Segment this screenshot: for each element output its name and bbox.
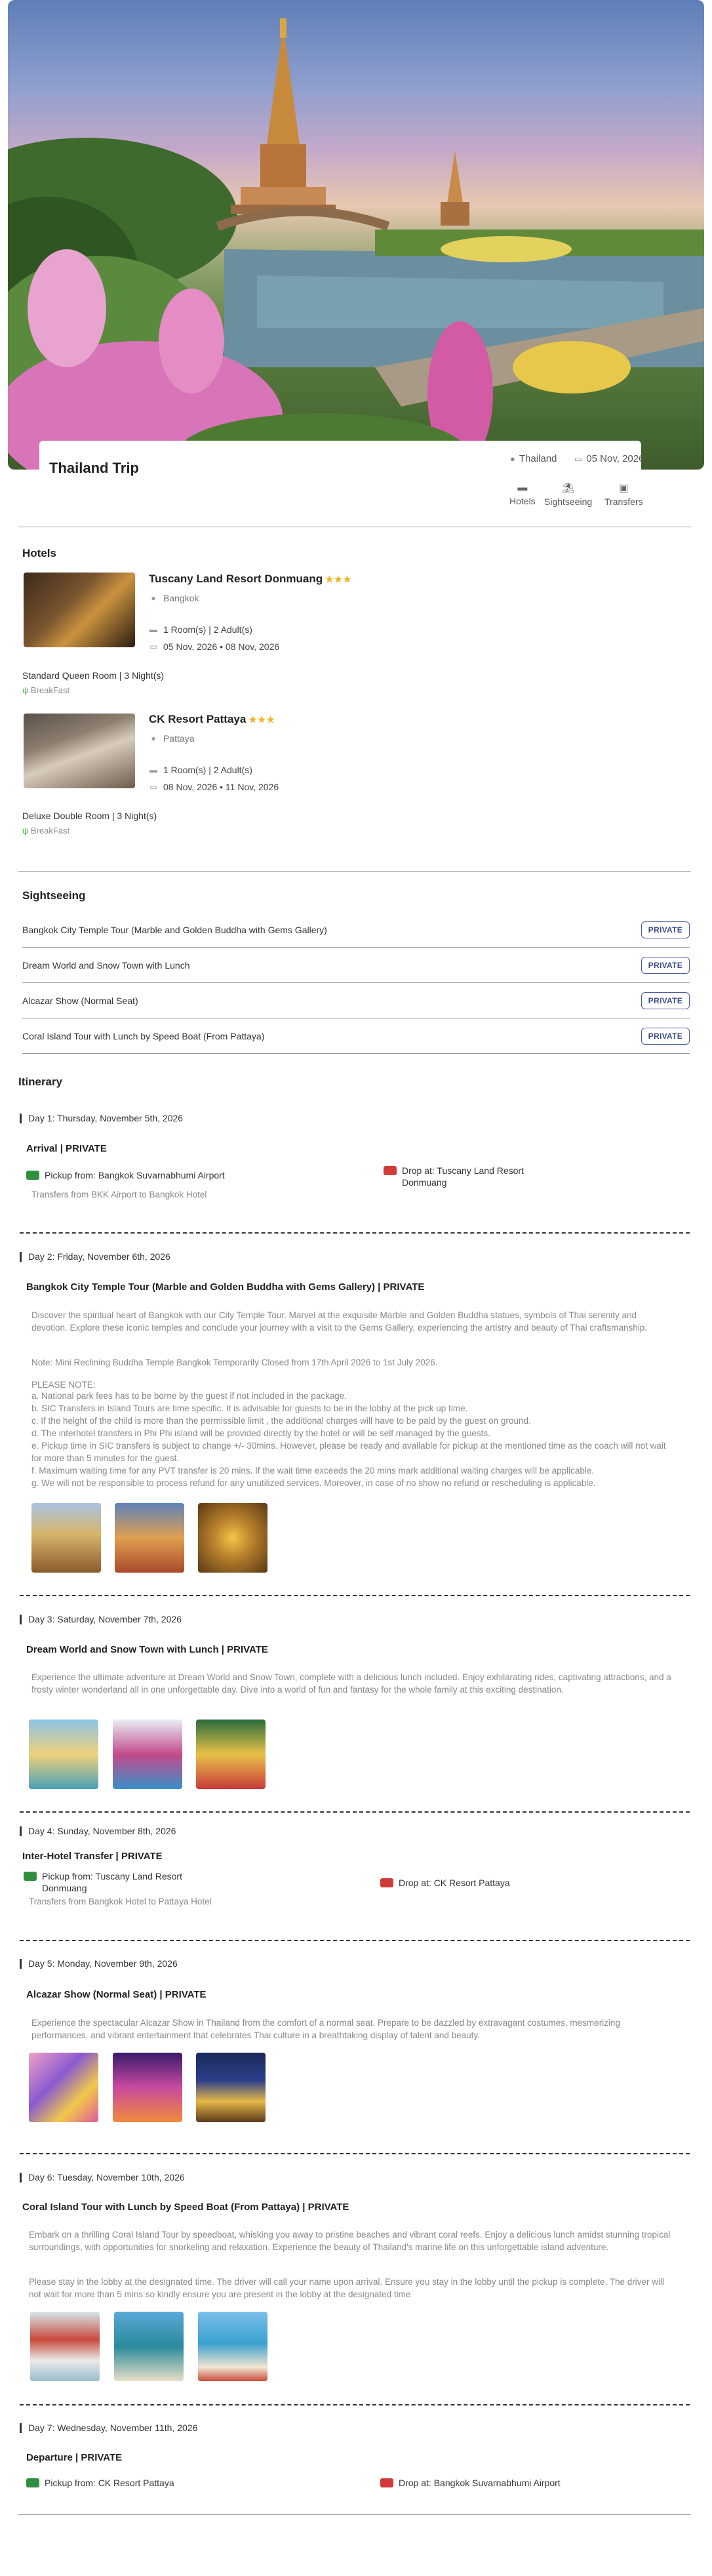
trip-country-label: Thailand [519, 453, 557, 464]
pickup-label: Pickup from: Tuscany Land Resort Donmuang [42, 1871, 182, 1893]
trip-start-date [574, 453, 644, 464]
hotel-name [149, 713, 275, 726]
drop-label: Drop at: Bangkok Suvarnabhumi Airport [399, 2478, 561, 2488]
day-label: Day 1: Thursday, November 5th, 2026 [20, 1114, 183, 1123]
car-icon [26, 2478, 39, 2487]
private-badge: PRIVATE [641, 957, 690, 974]
day-divider [20, 2153, 690, 2154]
car-icon [380, 2478, 393, 2487]
hotel-image [24, 573, 135, 647]
car-icon [384, 1166, 397, 1175]
private-badge: PRIVATE [641, 1028, 690, 1045]
day-label: Day 5: Monday, November 9th, 2026 [20, 1959, 178, 1969]
activity-photo [29, 2053, 98, 2122]
service-sightseeing-label: Sightseeing [544, 496, 593, 507]
hotel-occupancy [149, 624, 252, 635]
hotel-meal-label: BreakFast [30, 826, 70, 835]
activity-photo [31, 1503, 101, 1573]
activity-description: Experience the spectacular Alcazar Show in Thailand from the comfort of a normal seat. Prepare to be dazzled by extravagant costumes, mesmerizing performances, and vibrant entertainment that celebrates Thai culture in a breathtaking display of talent and beauty. [31, 2018, 620, 2040]
hotel-stars: ★★★ [325, 574, 352, 584]
hotel-city-label: Bangkok [163, 593, 199, 603]
day-divider [20, 2404, 690, 2405]
pickup-info [26, 2477, 174, 2489]
sightseeing-name: Bangkok City Temple Tour (Marble and Golden Buddha with Gems Gallery) [22, 924, 327, 935]
hotel-meal-label: BreakFast [30, 685, 70, 695]
hotel-dates-label: 05 Nov, 2026 • 08 Nov, 2026 [163, 641, 280, 652]
day-label: Day 6: Tuesday, November 10th, 2026 [20, 2173, 185, 2183]
car-icon: ▣ [619, 483, 629, 494]
service-transfers [604, 482, 643, 507]
drop-info [380, 2477, 561, 2489]
hotel-room: Standard Queen Room | 3 Night(s) [22, 670, 165, 681]
transfer-note: Transfers from BKK Airport to Bangkok Hotel [31, 1190, 207, 1199]
private-badge: PRIVATE [641, 921, 690, 938]
day-divider [20, 1811, 690, 1813]
hotel-image [24, 714, 135, 788]
please-note-item: e. Pickup time in SIC transfers is subject to change +/- 30mins. However, please be ready and available for pickup at the mentioned time as the coach will not wait for more than 5 minutes for the guest. [31, 1441, 666, 1463]
calendar-icon: ▭ [149, 642, 157, 651]
sightseeing-row [22, 1018, 690, 1054]
activity-photo [115, 1503, 184, 1573]
hotel-city [149, 593, 199, 603]
activity-photo [198, 1503, 267, 1573]
hotel-occupancy-label: 1 Room(s) | 2 Adult(s) [163, 624, 252, 635]
pickup-info [26, 1169, 225, 1181]
day-divider [20, 1940, 690, 1941]
drop-label: Drop at: CK Resort Pattaya [399, 1878, 510, 1888]
please-note-title: PLEASE NOTE: [31, 1380, 96, 1390]
bed-icon: ▬ [149, 625, 157, 634]
trip-country [510, 453, 557, 464]
day-divider [20, 1595, 690, 1596]
sightseeing-name: Coral Island Tour with Lunch by Speed Boat (From Pattaya) [22, 1030, 265, 1041]
day-divider [20, 1232, 690, 1234]
divider [18, 2514, 691, 2515]
hotel-stars: ★★★ [248, 714, 275, 725]
service-hotels [509, 482, 536, 506]
activity-note: Note: Mini Reclining Buddha Temple Bangkok Temporarily Closed from 17th April 2026 to 1st July 2026. [31, 1358, 438, 1367]
sightseeing-row [22, 912, 690, 948]
please-note-item: g. We will not be responsible to process refund for any unutilized services. Moreover, in case of no show no refund or rescheduling is applicable. [31, 1478, 596, 1488]
car-icon [380, 1878, 393, 1887]
location-pin-icon: ● [151, 594, 156, 603]
sightseeing-name: Dream World and Snow Town with Lunch [22, 959, 190, 971]
service-hotels-label: Hotels [509, 496, 536, 506]
activity-photo [113, 2053, 182, 2122]
day-label: Day 2: Friday, November 6th, 2026 [20, 1252, 170, 1262]
activity-title: Arrival | PRIVATE [26, 1143, 107, 1154]
activity-description: Embark on a thrilling Coral Island Tour by speedboat, whisking you away to pristine beaches and vibrant coral reefs. Enjoy a delicious lunch amidst stunning tropical surroundings, with opportunities for snorkeling and relaxation. Experience the beauty of Thailand's marine life on this unforgettable island adventure. [29, 2230, 671, 2252]
hotel-name [149, 573, 352, 586]
activity-title: Departure | PRIVATE [26, 2452, 123, 2463]
activity-photo [196, 1720, 266, 1789]
activity-photo [29, 1720, 98, 1789]
activity-title: Alcazar Show (Normal Seat) | PRIVATE [26, 1989, 207, 2000]
sightseeing-name: Alcazar Show (Normal Seat) [22, 995, 138, 1006]
service-sightseeing [544, 482, 592, 507]
activity-title: Coral Island Tour with Lunch by Speed Boat (From Pattaya) | PRIVATE [22, 2202, 349, 2213]
sightseeing-row [22, 983, 690, 1018]
activity-photo [114, 2312, 184, 2381]
activity-title: Inter-Hotel Transfer | PRIVATE [22, 1851, 163, 1862]
day-label: Day 4: Sunday, November 8th, 2026 [20, 1826, 176, 1836]
pickup-label: Pickup from: Bangkok Suvarnabhumi Airport [45, 1170, 225, 1180]
meal-icon: ψ [22, 826, 29, 835]
calendar-icon: ▭ [574, 453, 583, 464]
location-pin-icon: ● [510, 454, 515, 464]
activity-note: Please stay in the lobby at the designated time. The driver will call your name upon arrival. Ensure you stay in the lobby until the pickup is complete. The driver will not wait for more than 5 mins so kindly ensure you are present in the lobby at the designated time [29, 2277, 664, 2299]
please-note-item: f. Maximum waiting time for any PVT transfer is 20 mins. If the wait time exceeds the 20 mins mark additional waiting charges will be applicable. [31, 1466, 595, 1476]
activity-title: Bangkok City Temple Tour (Marble and Golden Buddha with Gems Gallery) | PRIVATE [26, 1281, 425, 1293]
pickup-info [24, 1870, 194, 1894]
hotel-dates [149, 782, 279, 792]
hotel-room: Deluxe Double Room | 3 Night(s) [22, 811, 157, 821]
trip-title: Thailand Trip [49, 460, 139, 476]
bed-icon: ▬ [517, 482, 528, 493]
drop-info [380, 1877, 510, 1889]
hotel-occupancy-label: 1 Room(s) | 2 Adult(s) [163, 765, 252, 775]
please-note-item: a. National park fees has to be borne by the guest if not included in the package. [31, 1391, 347, 1401]
itinerary-title: Itinerary [18, 1076, 63, 1088]
activity-title: Dream World and Snow Town with Lunch | PRIVATE [26, 1644, 268, 1655]
please-note-item: d. The interhotel transfers in Phi Phi island will be provided directly by the hotel or will be self managed by the guests. [31, 1428, 490, 1438]
hotel-dates-label: 08 Nov, 2026 • 11 Nov, 2026 [163, 782, 279, 792]
transfer-note: Transfers from Bangkok Hotel to Pattaya Hotel [29, 1897, 212, 1906]
activity-photo [30, 2312, 100, 2381]
sightseeing-title: Sightseeing [22, 889, 86, 902]
car-icon [26, 1171, 39, 1180]
sightseeing-row [22, 948, 690, 983]
day-label: Day 3: Saturday, November 7th, 2026 [20, 1615, 182, 1624]
please-note-item: c. If the height of the child is more than the permissible limit , the additional charges will have to be paid by the guest on ground. [31, 1416, 531, 1426]
activity-description: Experience the ultimate adventure at Dream World and Snow Town, complete with a delicious lunch included. Enjoy exhilarating rides, captivating attractions, and a frosty winter wonderland all in one unforgettable day. Dive into a world of fun and fantasy for the whole family at this exciting destination. [31, 1672, 671, 1695]
car-icon [24, 1872, 37, 1881]
bed-icon: ▬ [149, 765, 157, 775]
pickup-label: Pickup from: CK Resort Pattaya [45, 2478, 174, 2488]
hotels-title: Hotels [22, 547, 56, 559]
hero-image [8, 0, 704, 470]
activity-description: Discover the spiritual heart of Bangkok with our City Temple Tour. Marvel at the exquisite Marble and Golden Buddha statues, symbols of Thai serenity and devotion. Explore these iconic temples and conclude your journey with a visit to the Gems Gallery, experiencing the artistry and beauty of Thai craftsmanship. [31, 1310, 647, 1333]
hotel-meal [22, 685, 69, 695]
trip-start-date-label: 05 Nov, 2026 [586, 453, 644, 464]
private-badge: PRIVATE [641, 992, 690, 1009]
hotel-occupancy [149, 765, 252, 775]
hotel-city [149, 733, 194, 744]
service-transfers-label: Transfers [604, 496, 643, 507]
activity-photo [198, 2312, 267, 2381]
drop-info [384, 1165, 541, 1188]
drop-label: Drop at: Tuscany Land Resort Donmuang [402, 1165, 524, 1188]
calendar-icon: ▭ [149, 782, 157, 792]
day-label: Day 7: Wednesday, November 11th, 2026 [20, 2423, 197, 2433]
please-note-item: b. SIC Transfers in Island Tours are time specific. It is advisable for guests to be in the lobby at the pick up time. [31, 1403, 468, 1413]
sightseeing-icon: ⛱ [562, 483, 575, 494]
hotel-name-label: CK Resort Pattaya [149, 713, 247, 725]
activity-photo [113, 1720, 182, 1789]
hotel-meal [22, 826, 69, 835]
activity-photo [196, 2053, 266, 2122]
hotel-dates [149, 641, 279, 652]
hotel-name-label: Tuscany Land Resort Donmuang [149, 573, 323, 585]
divider [18, 871, 691, 872]
hotel-city-label: Pattaya [163, 733, 195, 744]
meal-icon: ψ [22, 685, 29, 695]
location-pin-icon: ● [151, 734, 156, 743]
